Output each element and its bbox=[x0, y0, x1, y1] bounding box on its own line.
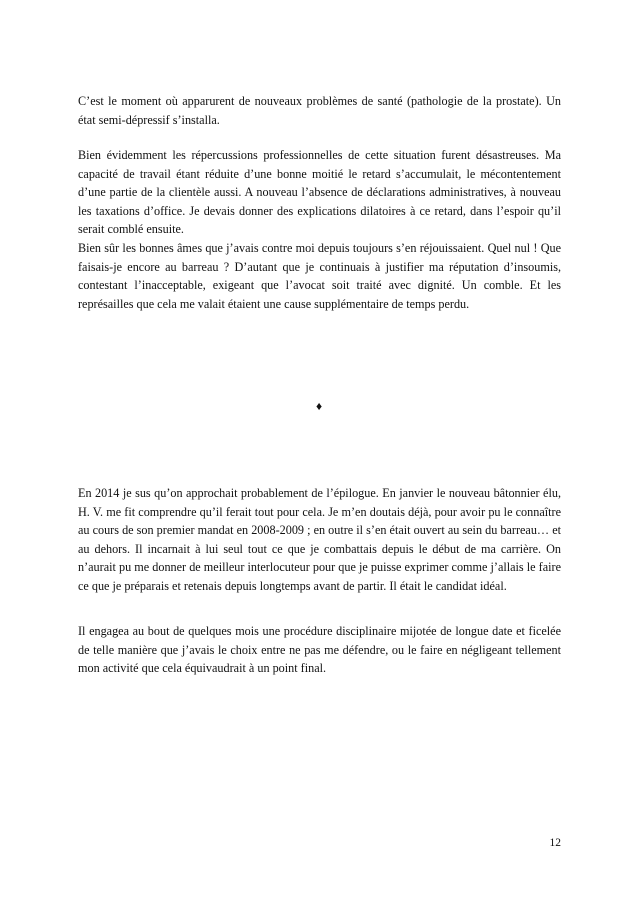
paragraph-good-souls: Bien sûr les bonnes âmes que j’avais contre moi depuis toujours s’en réjouissaient. Quel nul ! Que faisais-je encore au barreau ? D’autant que je continuais à justifier ma réputation d’insoumis, contestant l’inacceptable, exigeant que l’avocat soit traité avec dignité. Un comble. Et les représailles que cela me valait étaient une cause supplémentaire de temps perdu. bbox=[78, 241, 561, 311]
section-separator-diamond: ♦ bbox=[315, 399, 323, 413]
paragraph-health-problems: C’est le moment où apparurent de nouveaux problèmes de santé (pathologie de la prostate). Un état semi-dépressif s’installa. bbox=[78, 94, 561, 127]
paragraph-disciplinary-procedure: Il engagea au bout de quelques mois une procédure disciplinaire mijotée de longue date et ficelée de telle manière que j’avais le choix entre ne pas me défendre, ou le faire en négligeant tellement mon activité que cela équivaudrait à un point final. bbox=[78, 624, 561, 675]
page-number: 12 bbox=[549, 837, 561, 849]
paragraph-2014-epilogue: En 2014 je sus qu’on approchait probablement de l’épilogue. En janvier le nouveau bâtonnier élu, H. V. me fit comprendre qu’il ferait tout pour cela. Je m’en doutais déjà, pour avoir pu le connaître au cours de son premier mandat en 2008-2009 ; en outre il s’en était ouvert au sein du barreau… et au dehors. Il incarnait à lui seul tout ce que je combattais depuis le début de ma carrière. On n’aurait pu me donner de meilleur interlocuteur pour que je puisse exprimer comme j’allais le faire ce que je préparais et retenais depuis longtemps avant de partir. Il était le candidat idéal. bbox=[78, 486, 561, 593]
paragraph-professional-repercussions: Bien évidemment les répercussions professionnelles de cette situation furent désastreuses. Ma capacité de travail étant réduite d’une bonne moitié le retard s’accumulait, le mécontentement d’une partie de la clientèle aussi. A nouveau l’absence de déclarations administratives, à nouveau les taxations d’office. Je devais donner des explications dilatoires à ce retard, dans l’espoir qu’il serait comblé ensuite. bbox=[78, 148, 561, 236]
